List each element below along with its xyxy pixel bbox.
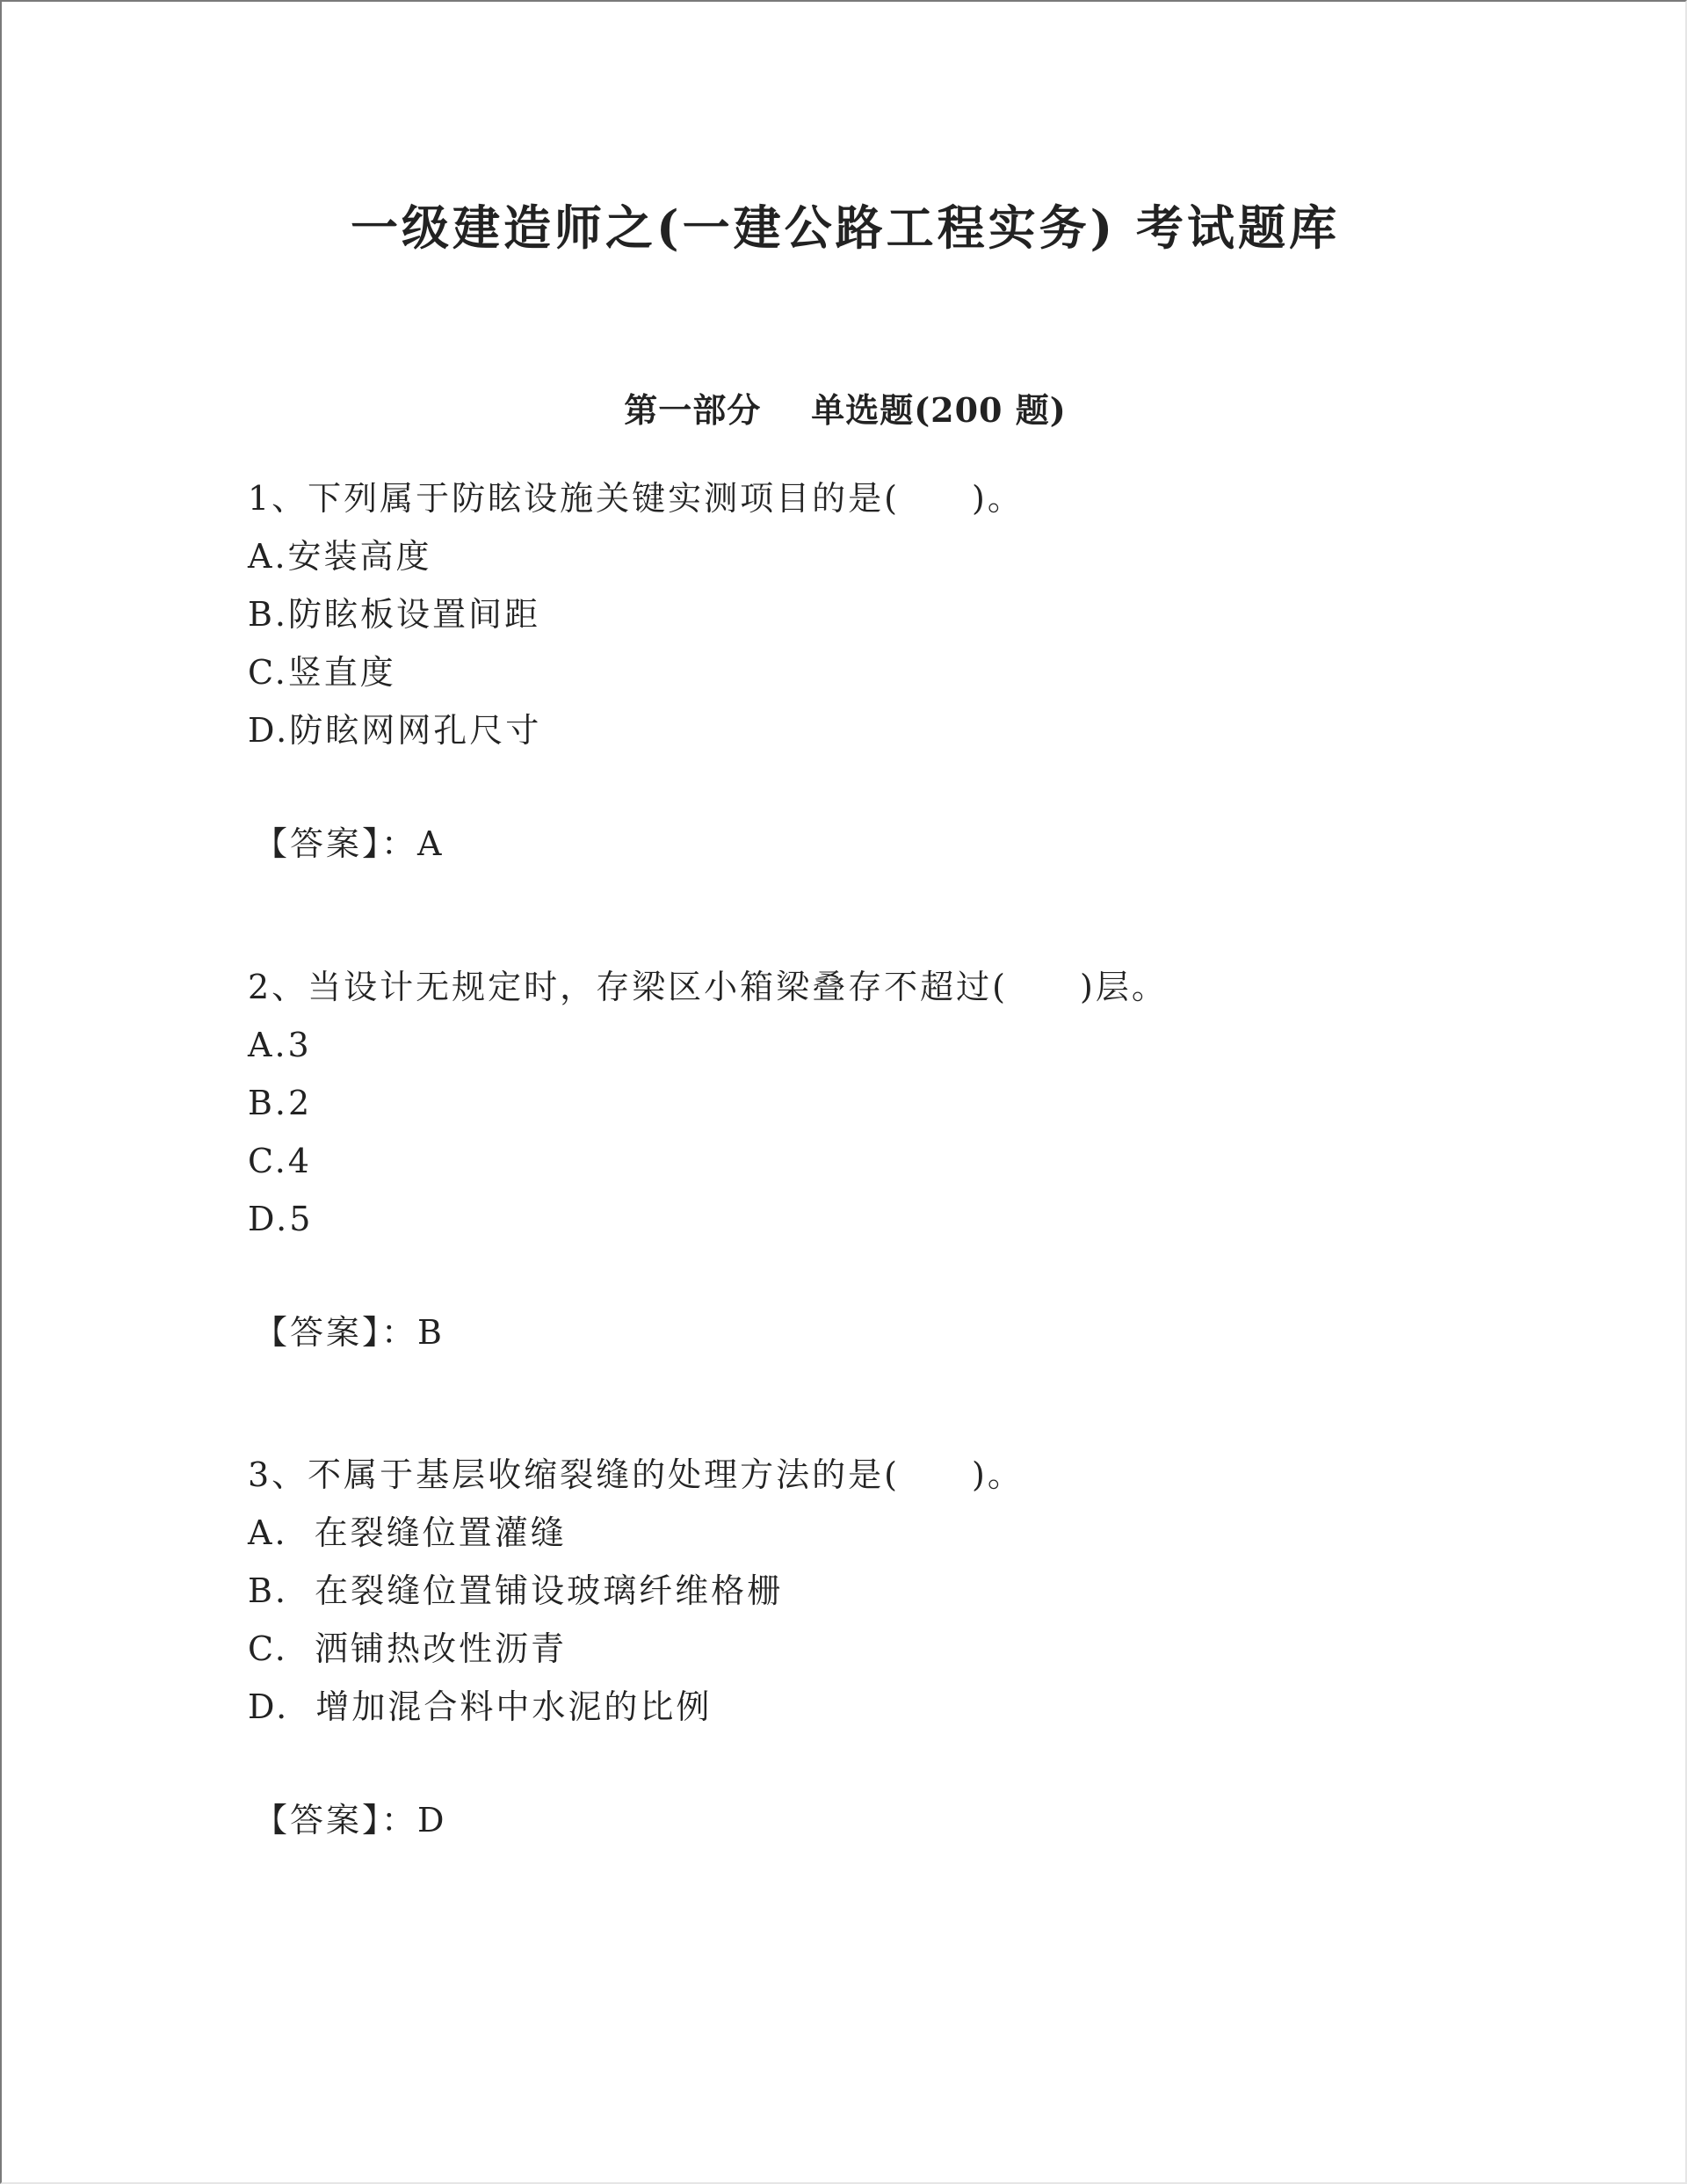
answer-1: 【答案】：A — [254, 824, 445, 863]
question-stem: 3、不属于基层收缩裂缝的处理方法的是( )。 — [248, 1455, 1024, 1494]
section-title: 第一部分 单选题(200 题) — [624, 390, 1067, 430]
question-option-b: B.2 — [248, 1084, 313, 1122]
question-3 — [248, 1446, 1618, 1736]
question-option-a: A.3 — [248, 1026, 312, 1064]
question-option-b: B.防眩板设置间距 — [248, 595, 541, 634]
question-option-b: B. 在裂缝位置铺设玻璃纤维格栅 — [248, 1571, 784, 1610]
question-1 — [248, 469, 1618, 759]
question-option-d: D. 增加混合料中水泥的比例 — [248, 1687, 713, 1726]
question-stem: 2、当设计无规定时，存梁区小箱梁叠存不超过( )层。 — [248, 968, 1168, 1006]
document-title: 一级建造师之(一建公路工程实务) 考试题库 — [351, 200, 1340, 256]
question-option-a: A. 在裂缝位置灌缝 — [248, 1513, 567, 1552]
question-option-c: C.4 — [248, 1142, 312, 1180]
answer-2: 【答案】：B — [254, 1313, 445, 1352]
question-option-a: A.安装高度 — [248, 537, 432, 576]
question-option-c: C.竖直度 — [248, 653, 396, 692]
answer-3: 【答案】：D — [254, 1801, 447, 1839]
question-option-c: C. 洒铺热改性沥青 — [248, 1629, 567, 1668]
question-option-d: D.5 — [248, 1200, 314, 1238]
question-2 — [248, 958, 1618, 1248]
question-option-d: D.防眩网网孔尺寸 — [248, 711, 542, 750]
question-stem: 1、下列属于防眩设施关键实测项目的是( )。 — [248, 479, 1024, 518]
